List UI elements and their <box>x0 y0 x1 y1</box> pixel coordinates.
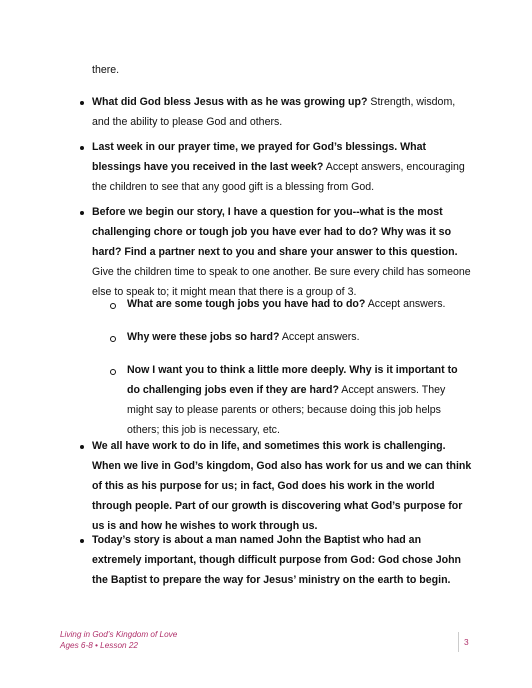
continuation-text: there. <box>92 64 120 76</box>
statement-text: We all have work to do in life, and sometimes this work is challenging. When we live in God’s kingdom, God also has work for us and we can think of this as his purpose for us; in fact, God does his work in the world through people. Part of our growth is discovering what God’s purpose for us is and how he wishes to work through us. <box>92 440 472 532</box>
answer-text: Accept answers. <box>365 298 446 310</box>
question-text: Now I want you to think a little more deeply. Why is it important to do challenging jobs even if they are hard? <box>127 364 458 396</box>
answer-text: Strength, wisdom, and the ability to please God and others. <box>92 96 456 128</box>
answer-text: Accept answers. They might say to please parents or others; because doing this job helps others; this job is necessary, etc. <box>127 384 446 436</box>
page-number: 3 <box>464 637 469 647</box>
sub-bullet-marker <box>110 303 116 309</box>
bullet-marker <box>80 211 84 215</box>
question-text: Before we begin our story, I have a question for you--what is the most challenging chore or tough job you have ever had to do? Why was it so hard? Find a partner next to you and share your answer to this question. <box>92 206 458 258</box>
sub-bullet-marker <box>110 369 116 375</box>
sub-list-item <box>127 294 472 314</box>
sub-list-item <box>127 360 472 440</box>
footer-divider <box>458 632 459 652</box>
answer-text: Accept answers, encouraging the children to see that any good gift is a blessing from God. <box>92 161 465 193</box>
answer-text: Accept answers. <box>279 331 360 343</box>
list-item <box>92 436 472 536</box>
footer-subtitle: Ages 6-8 • Lesson 22 <box>60 641 138 650</box>
sub-bullet-marker <box>110 336 116 342</box>
bullet-marker <box>80 539 84 543</box>
question-text: What did God bless Jesus with as he was growing up? <box>92 96 368 108</box>
statement-text: Today’s story is about a man named John the Baptist who had an extremely important, though difficult purpose from God: God chose John the Baptist to prepare the way for Jesus’ ministry on the earth to begin. <box>92 534 462 586</box>
footer-course-info <box>60 629 177 651</box>
list-item <box>92 530 472 590</box>
list-item <box>92 92 472 132</box>
question-text: Why were these jobs so hard? <box>127 331 280 343</box>
list-item <box>92 202 472 302</box>
bullet-marker <box>80 146 84 150</box>
question-text: Last week in our prayer time, we prayed for God’s blessings. What blessings have you received in the last week? <box>92 141 426 173</box>
bullet-marker <box>80 101 84 105</box>
question-text: What are some tough jobs you have had to do? <box>127 298 366 310</box>
footer-title: Living in God’s Kingdom of Love <box>60 630 178 639</box>
sub-list-item <box>127 327 472 347</box>
bullet-marker <box>80 445 84 449</box>
answer-text: Give the children time to speak to one another. Be sure every child has someone else to speak to; it might mean that there is a group of 3. <box>92 266 471 298</box>
list-item <box>92 137 472 197</box>
